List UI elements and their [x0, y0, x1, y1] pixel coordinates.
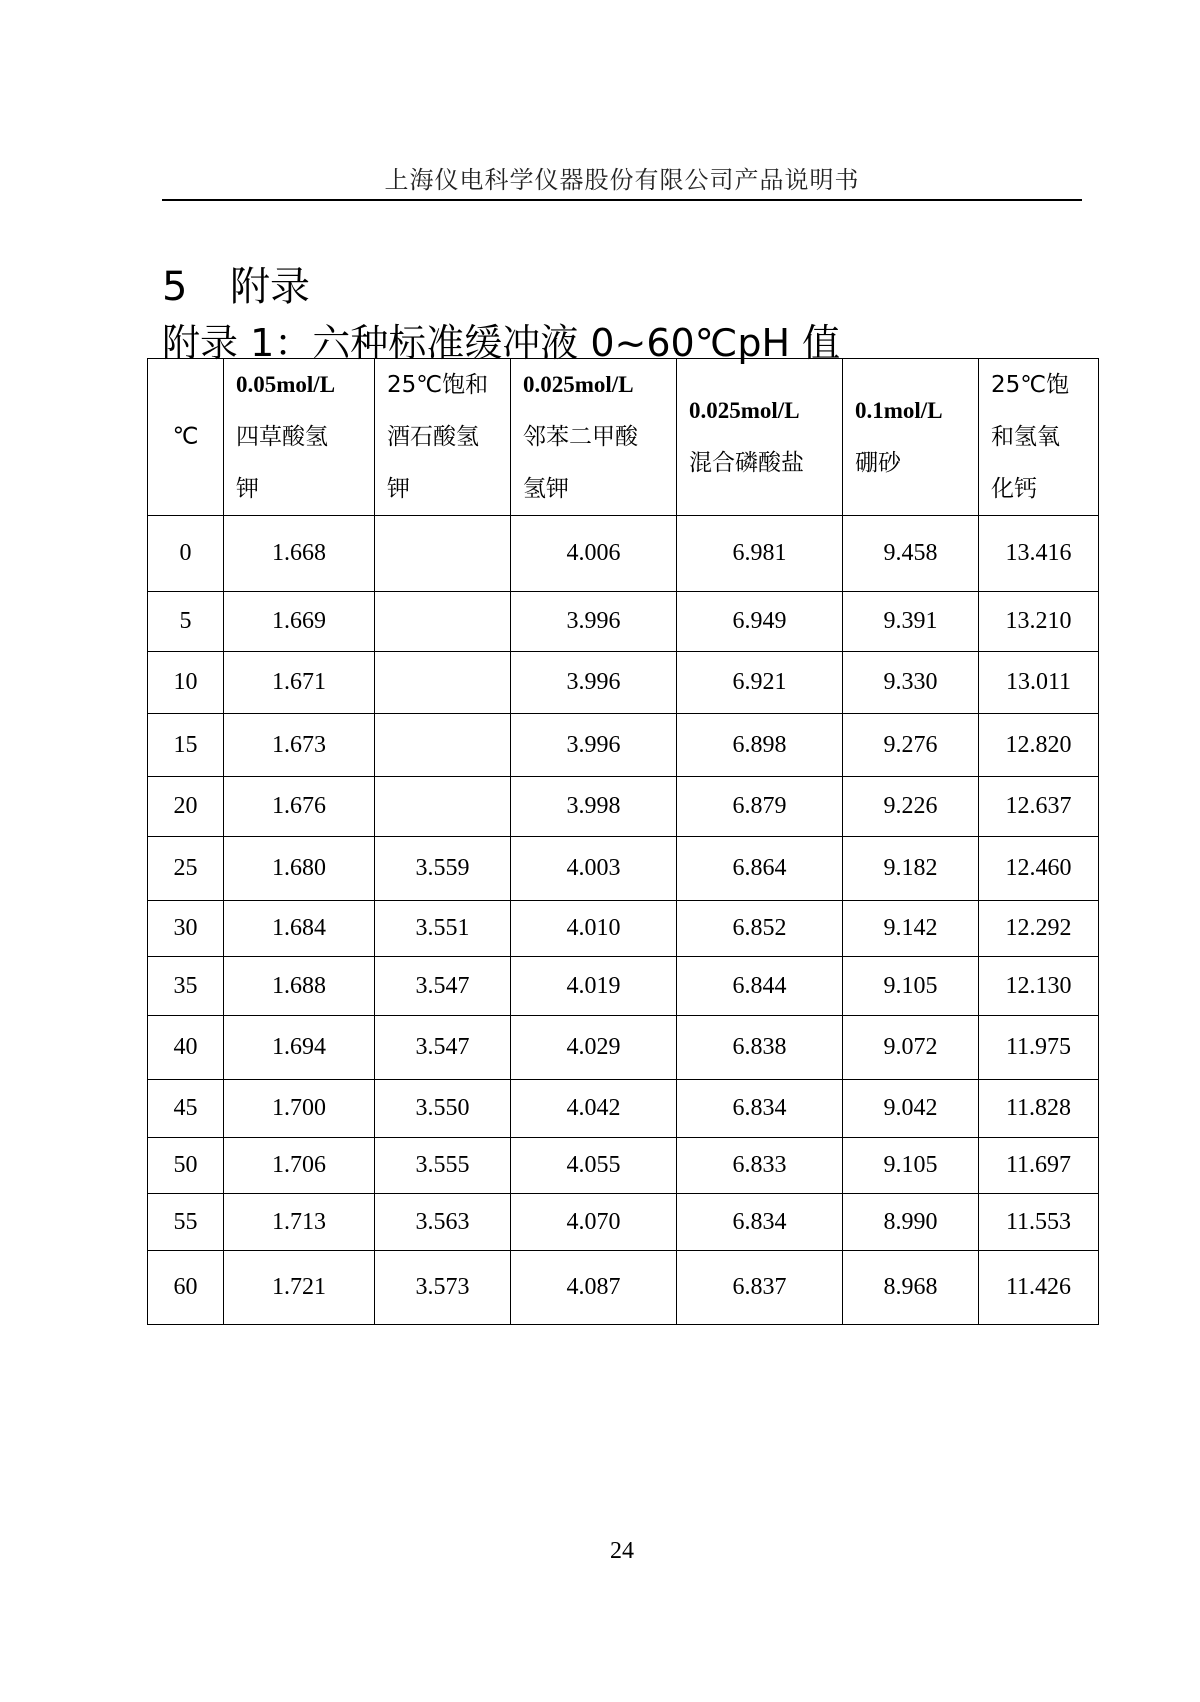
- ph-value-cell: 9.042: [843, 1080, 979, 1138]
- table-row: [148, 1251, 1099, 1325]
- ph-value-cell: 12.292: [979, 901, 1099, 957]
- ph-value-cell: 6.898: [677, 714, 843, 777]
- column-header-line: ℃: [172, 424, 199, 449]
- ph-value-cell: 9.391: [843, 592, 979, 652]
- temperature-cell: 45: [148, 1080, 224, 1138]
- header-rule: [162, 199, 1082, 201]
- ph-value-cell: [375, 777, 511, 837]
- ph-value-cell: 9.142: [843, 901, 979, 957]
- table-row: [148, 714, 1099, 777]
- ph-value-cell: 1.673: [224, 714, 375, 777]
- ph-buffer-table: [147, 358, 1099, 1325]
- temperature-cell: 15: [148, 714, 224, 777]
- ph-value-cell: 1.684: [224, 901, 375, 957]
- ph-value-cell: 3.551: [375, 901, 511, 957]
- column-header-line: 邻苯二甲酸: [523, 424, 638, 450]
- temperature-cell: 0: [148, 516, 224, 592]
- ph-value-cell: 9.458: [843, 516, 979, 592]
- ph-value-cell: 9.072: [843, 1016, 979, 1080]
- ph-value-cell: 6.837: [677, 1251, 843, 1325]
- ph-value-cell: 3.996: [511, 592, 677, 652]
- column-header-line: 化钙: [991, 476, 1037, 502]
- ph-value-cell: 1.668: [224, 516, 375, 592]
- ph-value-cell: 13.210: [979, 592, 1099, 652]
- ph-value-cell: 11.697: [979, 1138, 1099, 1194]
- column-header-line: 混合磷酸盐: [689, 450, 804, 476]
- section-heading: [162, 255, 310, 312]
- ph-value-cell: 1.671: [224, 652, 375, 714]
- temperature-cell: 40: [148, 1016, 224, 1080]
- ph-value-cell: 1.700: [224, 1080, 375, 1138]
- ph-value-cell: 4.087: [511, 1251, 677, 1325]
- table-row: [148, 1016, 1099, 1080]
- ph-value-cell: 11.426: [979, 1251, 1099, 1325]
- ph-value-cell: 1.669: [224, 592, 375, 652]
- ph-value-cell: 1.680: [224, 837, 375, 901]
- ph-value-cell: 3.996: [511, 652, 677, 714]
- ph-value-cell: 8.968: [843, 1251, 979, 1325]
- column-header-text: [148, 411, 223, 463]
- column-header-line: 0.025mol/L: [689, 398, 800, 423]
- ph-value-cell: 4.029: [511, 1016, 677, 1080]
- table-row: [148, 1080, 1099, 1138]
- column-header-line: 硼砂: [855, 450, 901, 476]
- ph-value-cell: 6.981: [677, 516, 843, 592]
- ph-value-cell: 8.990: [843, 1194, 979, 1251]
- section-number: 5: [162, 264, 188, 310]
- ph-value-cell: 3.563: [375, 1194, 511, 1251]
- ph-value-cell: 6.838: [677, 1016, 843, 1080]
- temperature-cell: 25: [148, 837, 224, 901]
- temperature-cell: 5: [148, 592, 224, 652]
- ph-value-cell: [375, 714, 511, 777]
- ph-value-cell: 6.834: [677, 1080, 843, 1138]
- temperature-cell: 50: [148, 1138, 224, 1194]
- ph-value-cell: [375, 652, 511, 714]
- ph-value-cell: 3.547: [375, 1016, 511, 1080]
- table-body: [148, 516, 1099, 1325]
- table-row: [148, 652, 1099, 714]
- ph-value-cell: 1.676: [224, 777, 375, 837]
- column-header-line: 0.05mol/L: [236, 372, 336, 397]
- ph-value-cell: 1.706: [224, 1138, 375, 1194]
- ph-value-cell: 13.416: [979, 516, 1099, 592]
- ph-value-cell: 4.019: [511, 957, 677, 1016]
- column-header-1: [224, 359, 375, 516]
- column-header-line: 0.025mol/L: [523, 372, 634, 397]
- ph-value-cell: 6.921: [677, 652, 843, 714]
- ph-value-cell: 6.833: [677, 1138, 843, 1194]
- section-title: 附录: [230, 264, 310, 310]
- ph-value-cell: 13.011: [979, 652, 1099, 714]
- column-header-text: [375, 359, 510, 515]
- ph-value-cell: 3.573: [375, 1251, 511, 1325]
- ph-value-cell: 12.637: [979, 777, 1099, 837]
- column-header-text: [511, 359, 676, 515]
- table-row: [148, 1138, 1099, 1194]
- ph-value-cell: 1.688: [224, 957, 375, 1016]
- ph-value-cell: 4.003: [511, 837, 677, 901]
- ph-value-cell: 11.975: [979, 1016, 1099, 1080]
- ph-value-cell: 6.844: [677, 957, 843, 1016]
- temperature-cell: 10: [148, 652, 224, 714]
- column-header-line: 酒石酸氢: [387, 424, 479, 450]
- ph-value-cell: 3.555: [375, 1138, 511, 1194]
- ph-value-cell: 11.553: [979, 1194, 1099, 1251]
- column-header-line: 钾: [387, 476, 410, 502]
- ph-value-cell: 3.998: [511, 777, 677, 837]
- ph-value-cell: 6.949: [677, 592, 843, 652]
- column-header-3: [511, 359, 677, 516]
- column-header-line: 氢钾: [523, 476, 569, 502]
- ph-value-cell: 3.996: [511, 714, 677, 777]
- ph-value-cell: 4.070: [511, 1194, 677, 1251]
- temperature-cell: 20: [148, 777, 224, 837]
- ph-value-cell: 9.182: [843, 837, 979, 901]
- column-header-text: [677, 385, 842, 489]
- ph-value-cell: 11.828: [979, 1080, 1099, 1138]
- ph-value-cell: 6.879: [677, 777, 843, 837]
- ph-value-cell: [375, 592, 511, 652]
- table-row: [148, 516, 1099, 592]
- column-header-text: [843, 385, 978, 489]
- ph-value-cell: 4.006: [511, 516, 677, 592]
- column-header-line: 四草酸氢: [236, 424, 328, 450]
- column-header-line: 25℃饱和: [387, 372, 489, 398]
- ph-value-cell: 4.010: [511, 901, 677, 957]
- ph-value-cell: 9.226: [843, 777, 979, 837]
- ph-value-cell: 6.864: [677, 837, 843, 901]
- appendix-heading: 附录 1：六种标准缓冲液 0~60℃pH 值: [162, 321, 841, 365]
- ph-value-cell: 6.852: [677, 901, 843, 957]
- ph-value-cell: 12.460: [979, 837, 1099, 901]
- table-row: [148, 777, 1099, 837]
- temperature-cell: 30: [148, 901, 224, 957]
- ph-value-cell: 1.721: [224, 1251, 375, 1325]
- column-header-0: [148, 359, 224, 516]
- column-header-6: [979, 359, 1099, 516]
- ph-value-cell: 12.820: [979, 714, 1099, 777]
- column-header-5: [843, 359, 979, 516]
- ph-value-cell: 9.276: [843, 714, 979, 777]
- temperature-cell: 60: [148, 1251, 224, 1325]
- ph-value-cell: [375, 516, 511, 592]
- table-row: [148, 901, 1099, 957]
- column-header-text: [979, 359, 1098, 515]
- column-header-2: [375, 359, 511, 516]
- table-row: [148, 957, 1099, 1016]
- table-row: [148, 592, 1099, 652]
- column-header-4: [677, 359, 843, 516]
- column-header-text: [224, 359, 374, 515]
- ph-value-cell: 12.130: [979, 957, 1099, 1016]
- temperature-cell: 55: [148, 1194, 224, 1251]
- ph-value-cell: 3.559: [375, 837, 511, 901]
- column-header-line: 钾: [236, 476, 259, 502]
- ph-value-cell: 1.713: [224, 1194, 375, 1251]
- ph-value-cell: 1.694: [224, 1016, 375, 1080]
- page-number: 24: [610, 1538, 634, 1564]
- ph-value-cell: 4.055: [511, 1138, 677, 1194]
- table-header-row: [148, 359, 1099, 516]
- ph-value-cell: 3.550: [375, 1080, 511, 1138]
- temperature-cell: 35: [148, 957, 224, 1016]
- ph-value-cell: 9.105: [843, 1138, 979, 1194]
- ph-value-cell: 3.547: [375, 957, 511, 1016]
- ph-value-cell: 9.330: [843, 652, 979, 714]
- ph-value-cell: 6.834: [677, 1194, 843, 1251]
- ph-value-cell: 9.105: [843, 957, 979, 1016]
- table-row: [148, 837, 1099, 901]
- column-header-line: 25℃饱: [991, 372, 1070, 398]
- table-row: [148, 1194, 1099, 1251]
- document-header: 上海仪电科学仪器股份有限公司产品说明书: [384, 166, 860, 194]
- column-header-line: 和氢氧: [991, 424, 1060, 450]
- ph-value-cell: 4.042: [511, 1080, 677, 1138]
- column-header-line: 0.1mol/L: [855, 398, 943, 423]
